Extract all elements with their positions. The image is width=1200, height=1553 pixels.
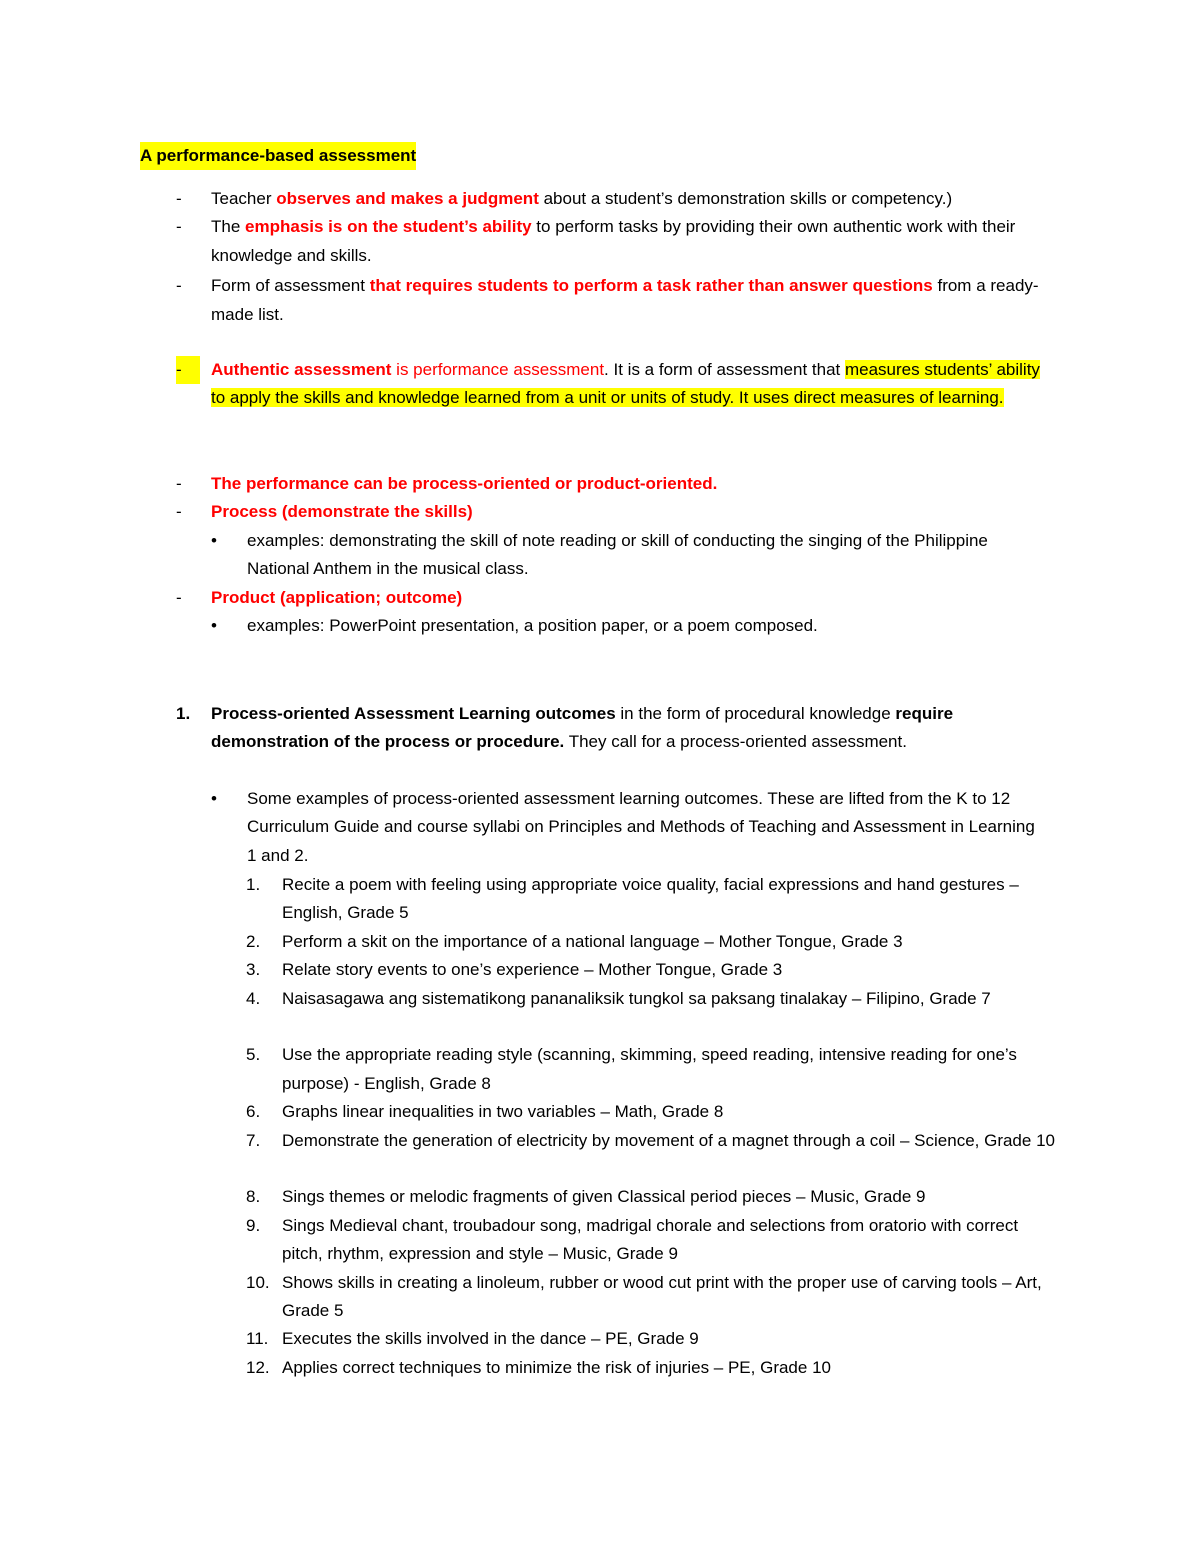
list-number: 3.	[246, 960, 261, 980]
paragraph-text	[282, 1127, 1057, 1155]
paragraph-text	[211, 498, 1041, 526]
list-number: 5.	[246, 1045, 261, 1065]
paragraph-text	[282, 1041, 1057, 1098]
text-run: is performance assessment	[391, 360, 605, 379]
text-run: Authentic assessment	[211, 360, 392, 379]
text-run: to perform tasks by providing their own authentic work with their knowledge and skills.	[211, 217, 1016, 265]
paragraph-text	[282, 871, 1057, 928]
text-run: Shows skills in creating a linoleum, rubber or wood cut print with the proper use of carving tools – Art, Grade 5	[282, 1272, 1042, 1320]
dash-marker: -	[176, 276, 182, 296]
text-run: Process-oriented Assessment Learning outcomes	[211, 704, 616, 723]
list-number: 7.	[246, 1130, 261, 1150]
paragraph-text	[211, 356, 1041, 413]
text-run: emphasis is on the student’s ability	[245, 217, 532, 237]
text-run: Perform a skit on the importance of a national language – Mother Tongue, Grade 3	[282, 931, 903, 951]
document-title: A performance-based assessment	[140, 142, 416, 170]
text-run: Some examples of process-oriented assessment learning outcomes. These are lifted from the K to 12 Curriculum Guide and course syllabi on Principles and Methods of Teaching and Assessment in Learning 1 and 2.	[247, 789, 1035, 865]
text-run: Relate story events to one’s experience – Mother Tongue, Grade 3	[282, 960, 783, 980]
dash-marker: -	[176, 217, 182, 237]
text-run: Use the appropriate reading style (scanning, skimming, speed reading, intensive reading for one’s purpose) - English, Grade 8	[282, 1045, 1017, 1093]
text-run: Teacher	[211, 189, 277, 208]
text-run: Naisasagawa ang sistematikong pananaliksik tungkol sa paksang tinalakay – Filipino, Grade 7	[282, 988, 991, 1008]
text-run: Executes the skills involved in the dance – PE, Grade 9	[282, 1329, 699, 1349]
paragraph-text	[211, 185, 1061, 213]
list-number: 12.	[246, 1357, 270, 1377]
paragraph-text	[211, 272, 1061, 329]
text-run: Product (application; outcome)	[211, 587, 463, 607]
text-run: Applies correct techniques to minimize the risk of injuries – PE, Grade 10	[282, 1357, 831, 1377]
text-run: from a ready-made list.	[211, 276, 1039, 324]
paragraph-text	[282, 1098, 1057, 1126]
list-number: 10.	[246, 1272, 270, 1292]
text-run: Graphs linear inequalities in two variables – Math, Grade 8	[282, 1102, 724, 1122]
list-number: 1.	[176, 704, 191, 723]
text-run: They call for a process-oriented assessment.	[564, 732, 907, 752]
text-run: require demonstration of the process or procedure.	[211, 704, 954, 752]
text-run: Sings themes or melodic fragments of given Classical period pieces – Music, Grade 9	[282, 1187, 926, 1207]
paragraph-text	[211, 470, 1041, 498]
list-number: 4.	[246, 988, 261, 1008]
list-number: 2.	[246, 931, 261, 951]
text-run: observes and makes a judgment	[276, 189, 539, 208]
dash-marker: -	[176, 189, 182, 208]
dash-marker: -	[176, 356, 200, 384]
bullet-icon: •	[211, 530, 217, 550]
paragraph-text	[211, 213, 1061, 270]
paragraph-text	[282, 1325, 1057, 1353]
text-run: examples: PowerPoint presentation, a position paper, or a poem composed.	[247, 616, 818, 635]
paragraph-text	[282, 1183, 1057, 1211]
dash-marker: -	[176, 474, 182, 493]
paragraph-text	[282, 1354, 1057, 1382]
paragraph-text	[211, 584, 1041, 612]
text-run: examples: demonstrating the skill of note reading or skill of conducting the singing of the Philippine National Anthem in the musical class.	[247, 530, 988, 579]
paragraph-text	[282, 1212, 1057, 1269]
text-run: The	[211, 217, 246, 237]
bullet-icon: •	[211, 616, 217, 635]
paragraph-text	[247, 612, 1037, 640]
list-number: 9.	[246, 1215, 261, 1235]
paragraph-text	[282, 1269, 1057, 1326]
text-run: Process (demonstrate the skills)	[211, 502, 473, 522]
text-run: Recite a poem with feeling using appropriate voice quality, facial expressions and hand gestures – English, Grade 5	[282, 875, 1019, 923]
text-run: Demonstrate the generation of electricity by movement of a magnet through a coil – Science, Grade 10	[282, 1130, 1055, 1150]
list-number: 1.	[246, 875, 261, 894]
text-run: Sings Medieval chant, troubadour song, madrigal chorale and selections from oratorio with correct pitch, rhythm, expression and style – Music, Grade 9	[282, 1215, 1019, 1264]
paragraph-text	[282, 928, 1057, 956]
text-run: Form of assessment	[211, 276, 370, 296]
paragraph-text	[247, 527, 1037, 584]
bullet-icon: •	[211, 789, 217, 808]
text-run: . It is a form of assessment that	[604, 360, 845, 379]
text-run: in the form of procedural knowledge	[615, 704, 896, 723]
paragraph-text	[247, 785, 1047, 870]
list-number: 11.	[246, 1329, 269, 1349]
text-run: The performance can be process-oriented or product-oriented.	[211, 474, 718, 493]
paragraph-text	[282, 956, 1057, 984]
list-number: 6.	[246, 1102, 261, 1122]
list-number: 8.	[246, 1187, 261, 1207]
dash-marker: -	[176, 502, 182, 522]
text-run: about a student’s demonstration skills or competency.)	[538, 189, 953, 208]
dash-marker: -	[176, 587, 182, 607]
paragraph-text	[211, 700, 1061, 757]
paragraph-text	[282, 985, 1057, 1013]
text-run: measures students’ ability to apply the skills and knowledge learned from a unit or units of study. It uses direct measures of learning.	[211, 360, 1040, 408]
text-run: that requires students to perform a task rather than answer questions	[369, 276, 933, 296]
